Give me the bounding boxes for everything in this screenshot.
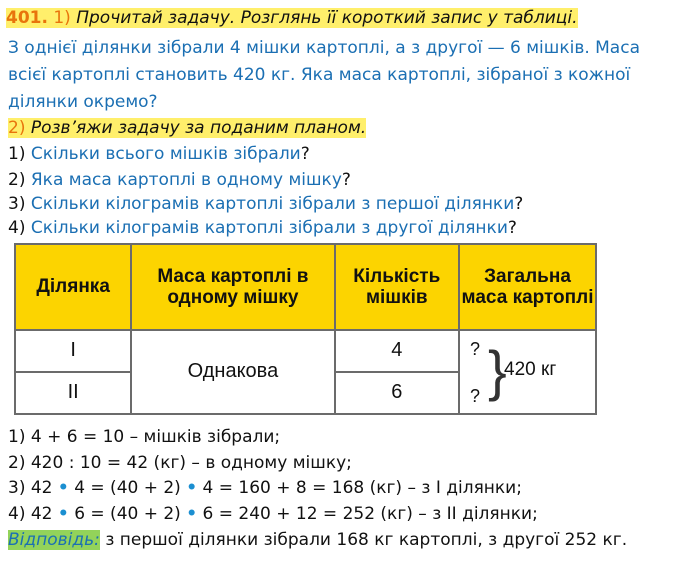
total-mass-cell: [459, 330, 596, 415]
unknown-1: ?: [470, 338, 481, 359]
mass-per-sack-value: Однакова: [131, 330, 334, 415]
answer-text: з першої ділянки зібрали 168 кг картоплі, з другої 252 кг.: [105, 530, 628, 550]
plan-item-text: Яка маса картоплі в одному мішку: [30, 170, 342, 190]
solution-step: [8, 427, 280, 447]
unknown-2: ?: [470, 386, 481, 406]
solution-c: 6 = 240 + 12 = 252 (кг) – з II ділянки;: [202, 504, 538, 524]
part2-number: 2): [8, 118, 26, 138]
short-record-table: [14, 243, 597, 415]
solution-step: [8, 504, 538, 524]
problem-line-3-text: ділянки окремо?: [8, 92, 158, 112]
plan-item-end: ?: [507, 218, 517, 238]
solution-num: 1): [8, 427, 26, 447]
solution-text: 420 : 10 = 42 (кг) – в одному мішку;: [30, 453, 352, 473]
count-1: 4: [335, 330, 459, 372]
total-mass-value: 420 кг: [504, 358, 557, 380]
plot-1: I: [15, 330, 131, 372]
plan-item: [8, 218, 517, 238]
plan-item-text: Скільки кілограмів картоплі зібрали з першої ділянки: [30, 194, 515, 214]
header-plot: Ділянка: [15, 244, 131, 330]
solution-a: 42: [30, 504, 53, 524]
header-mass-per-sack: Маса картоплі в одному мішку: [131, 244, 334, 330]
solution-num: 4): [8, 504, 26, 524]
plan-item-end: ?: [341, 170, 351, 190]
plan-item: [8, 170, 351, 190]
part2-text: Розв’яжи задачу за поданим планом.: [30, 118, 367, 138]
plan-item-num: 1): [8, 144, 26, 164]
multiply-dot-icon: •: [186, 478, 198, 498]
part1-text: Прочитай задачу. Розглянь її короткий запис у таблиці.: [76, 8, 578, 28]
solution-step: [8, 453, 352, 473]
problem-line-1: З однієї ділянки зібрали 4 мішки картоплі, а з другої — 6 мішків. Маса: [8, 38, 640, 58]
problem-line-3: [8, 92, 158, 112]
answer-line: [8, 530, 627, 550]
header-total-mass: Загальна маса картоплі: [459, 244, 596, 330]
solution-c: 4 = 160 + 8 = 168 (кг) – з I ділянки;: [202, 478, 522, 498]
count-2: 6: [335, 372, 459, 414]
solution-b: 4 = (40 + 2): [74, 478, 181, 498]
plan-item-text: Скільки кілограмів картоплі зібрали з другої ділянки: [30, 218, 508, 238]
plot-2: II: [15, 372, 131, 414]
solution-a: 42: [30, 478, 53, 498]
part2-header: [8, 118, 366, 138]
task-header: [6, 8, 578, 28]
answer-label: Відповідь:: [8, 530, 100, 550]
task-number: 401.: [6, 8, 48, 28]
header-sack-count: Кількість мішків: [335, 244, 459, 330]
problem-line-2: всієї картоплі становить 420 кг. Яка маса картоплі, зібраної з кожної: [8, 65, 631, 85]
plan-item-num: 2): [8, 170, 26, 190]
solution-text: 4 + 6 = 10 – мішків зібрали;: [30, 427, 281, 447]
brace-icon: }: [488, 338, 507, 402]
multiply-dot-icon: •: [57, 478, 69, 498]
plan-item-num: 4): [8, 218, 26, 238]
solution-b: 6 = (40 + 2): [74, 504, 181, 524]
plan-item-end: ?: [300, 144, 310, 164]
multiply-dot-icon: •: [186, 504, 198, 524]
plan-item-num: 3): [8, 194, 26, 214]
multiply-dot-icon: •: [57, 504, 69, 524]
solution-step: [8, 478, 522, 498]
plan-item-text: Скільки всього мішків зібрали: [30, 144, 301, 164]
plan-item-end: ?: [514, 194, 524, 214]
solution-num: 3): [8, 478, 26, 498]
plan-item: [8, 144, 310, 164]
part1-number: 1): [53, 8, 71, 28]
plan-item: [8, 194, 523, 214]
solution-num: 2): [8, 453, 26, 473]
